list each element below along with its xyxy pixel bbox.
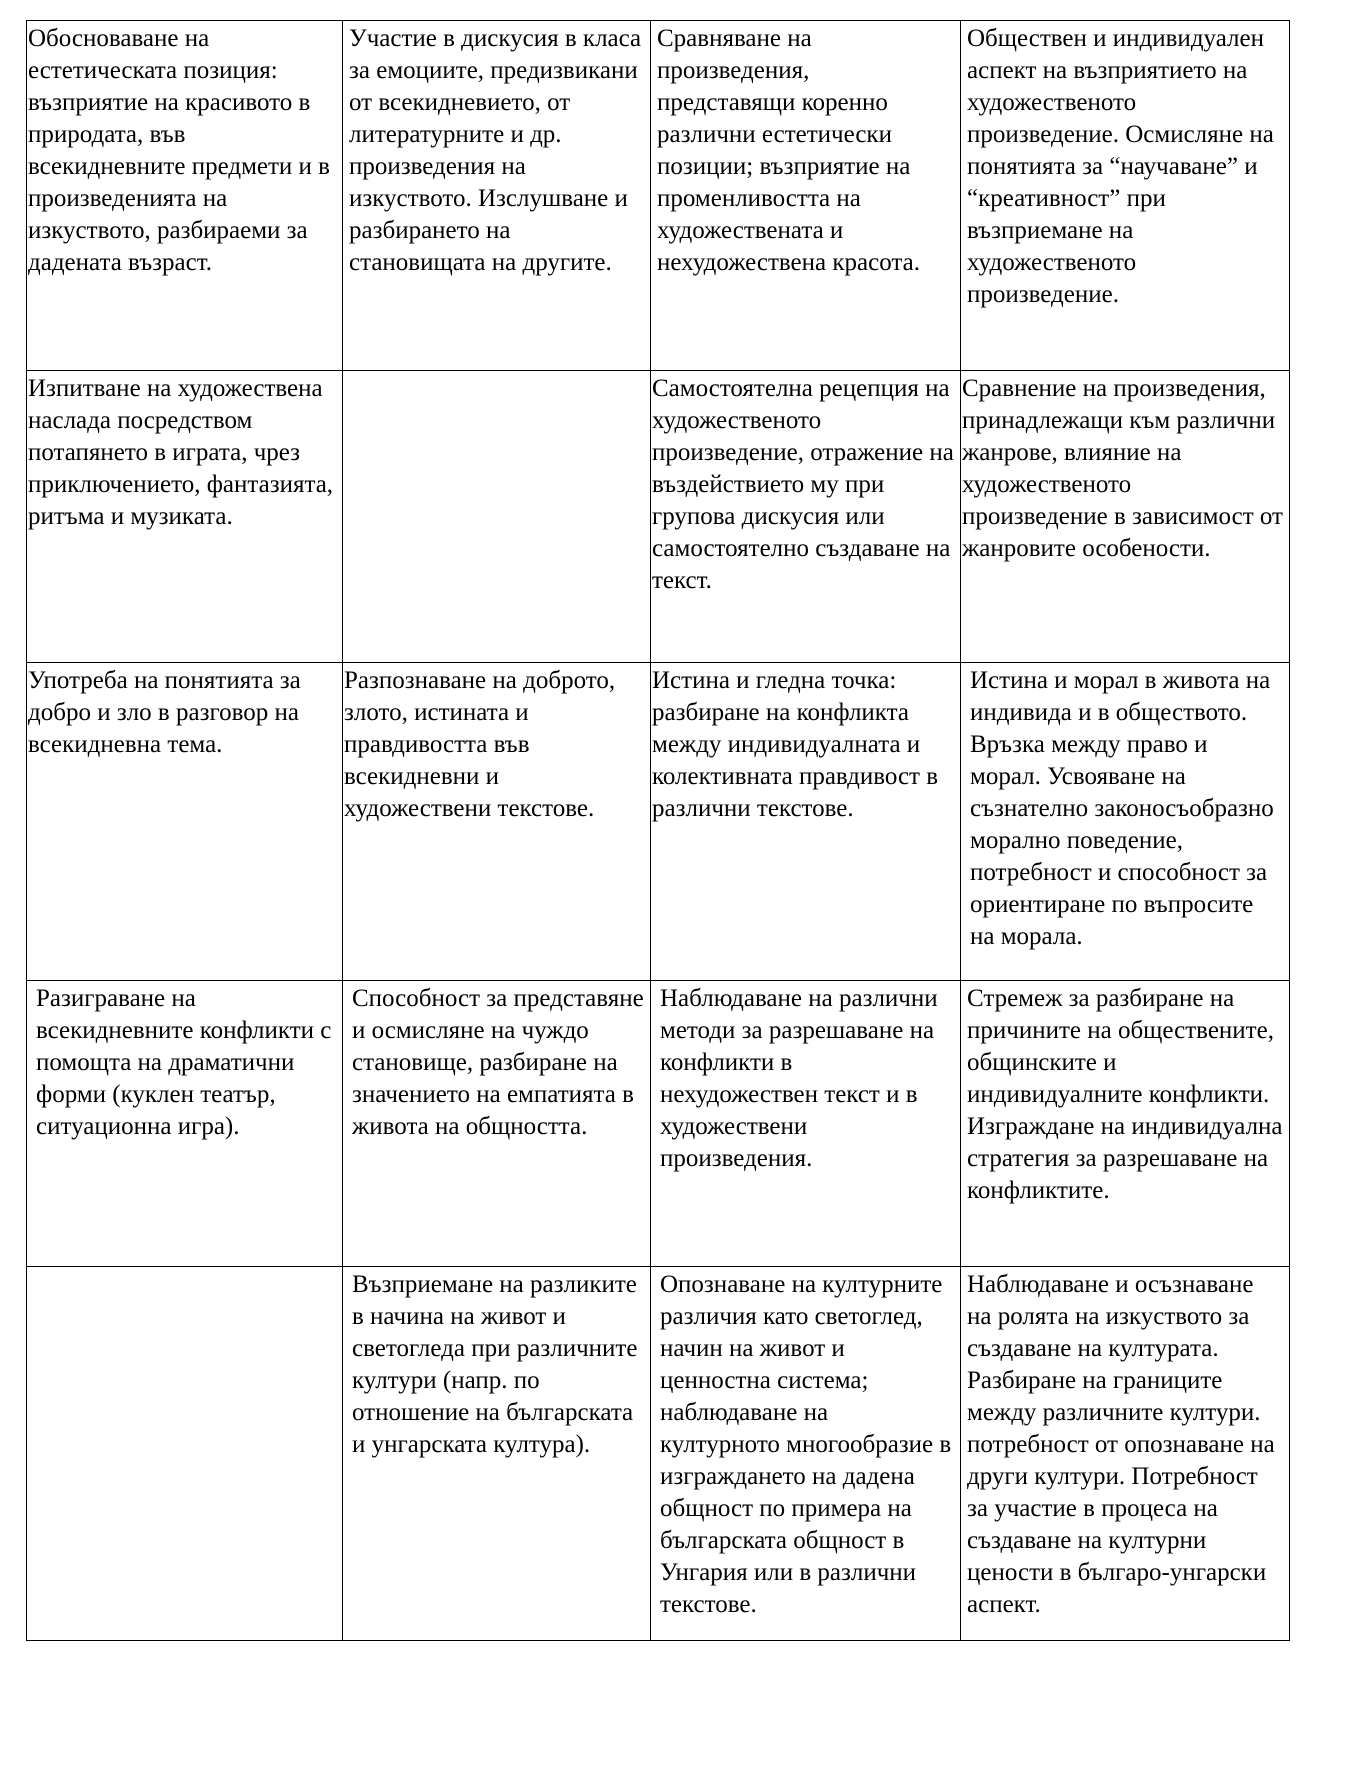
table-cell bbox=[961, 981, 1290, 1267]
table-row bbox=[27, 981, 1290, 1267]
cell-text: Разпознаване на доброто, злото, истината и правдивостта във всекидневни и художествени текстове. bbox=[344, 667, 616, 822]
cell-text: Употреба на понятията за добро и зло в разговор на всекидневна тема. bbox=[28, 667, 301, 758]
table-cell bbox=[651, 1267, 961, 1641]
cell-text: Разиграване на всекидневните конфликти с помощта на драматични форми (куклен театър, ситуационна игра). bbox=[36, 985, 332, 1140]
cell-text: Участие в дискусия в класа за емоциите, предизвикани от всекидневието, от литературните и др. произведения на изкуството. Изслушване и разбирането на становищата на другите. bbox=[349, 25, 642, 276]
cell-text: Стремеж за разбиране на причините на обществените, общинските и индивидуалните конфликти. Изграждане на индивидуална стратегия за разрешаване на конфликтите. bbox=[967, 985, 1283, 1204]
cell-text: Способност за представяне и осмисляне на чуждо становище, разбиране на значението на емпатията в живота на общността. bbox=[352, 985, 644, 1140]
table-cell bbox=[343, 21, 651, 371]
table-cell bbox=[961, 1267, 1290, 1641]
table-cell bbox=[651, 663, 961, 981]
table-cell bbox=[651, 981, 961, 1267]
table-row bbox=[27, 663, 1290, 981]
table-cell bbox=[343, 663, 651, 981]
table-cell bbox=[27, 981, 343, 1267]
cell-text: Обосноваване на естетическата позиция: възприятие на красивото в природата, във всекидневните предмети и в произведенията на изкуството, разбираеми за дадената възраст. bbox=[28, 25, 330, 276]
cell-text: Сравняване на произведения, представящи коренно различни естетически позиции; възприятие на променливостта на художествената и нехудожествена красота. bbox=[657, 25, 920, 276]
table-cell bbox=[343, 1267, 651, 1641]
cell-text: Сравнение на произведения, принадлежащи към различни жанрове, влияние на художественото произведение в зависимост от жанровите особености. bbox=[962, 375, 1283, 562]
cell-text: Истина и морал в живота на индивида и в обществото. Връзка между право и морал. Усвояване на съзнателно законосъобразно морално поведение, потребност и способност за ориентиране по въпросите на морала. bbox=[970, 667, 1274, 950]
table-row bbox=[27, 371, 1290, 663]
curriculum-table bbox=[26, 20, 1290, 1641]
table-cell bbox=[343, 371, 651, 663]
table-cell bbox=[27, 371, 343, 663]
cell-text: Наблюдаване и осъзнаване на ролята на изкуството за създаване на културата. Разбиране на границите между различните култури. потребност от опознаване на други култури. Потребност за участие в процеса на създаване на културни цености в българо-унгарски аспект. bbox=[967, 1271, 1275, 1618]
cell-text: Самостоятелна рецепция на художественото произведение, отражение на въздействието му при групова дискусия или самостоятелно създаване на текст. bbox=[652, 375, 954, 594]
table-row bbox=[27, 21, 1290, 371]
table-cell bbox=[961, 371, 1290, 663]
table-cell bbox=[651, 371, 961, 663]
table-cell bbox=[651, 21, 961, 371]
table-cell bbox=[961, 663, 1290, 981]
cell-text: Възприемане на разликите в начина на живот и светогледа при различните култури (напр. по отношение на българската и унгарската култура). bbox=[352, 1271, 638, 1458]
table-cell bbox=[961, 21, 1290, 371]
cell-text: Обществен и индивидуален аспект на възприятието на художественото произведение. Осмисляне на понятията за “научаване” и “креативност” при възприемане на художественото произведение. bbox=[967, 25, 1274, 308]
cell-text: Наблюдаване на различни методи за разрешаване на конфликти в нехудожествен текст и в художествени произведения. bbox=[660, 985, 938, 1172]
table-cell bbox=[343, 981, 651, 1267]
table-row bbox=[27, 1267, 1290, 1641]
table-cell bbox=[27, 663, 343, 981]
table-cell bbox=[27, 21, 343, 371]
cell-text: Опознаване на културните различия като светоглед, начин на живот и ценностна система; наблюдаване на културното многообразие в изграждането на дадена общност по примера на българската общност в Унгария или в различни текстове. bbox=[660, 1271, 952, 1618]
cell-text: Истина и гледна точка: разбиране на конфликта между индивидуалната и колективната правдивост в различни текстове. bbox=[652, 667, 939, 822]
table-cell bbox=[27, 1267, 343, 1641]
cell-text: Изпитване на художествена наслада посредством потапянето в играта, чрез приключението, фантазията, ритъма и музиката. bbox=[28, 375, 334, 530]
